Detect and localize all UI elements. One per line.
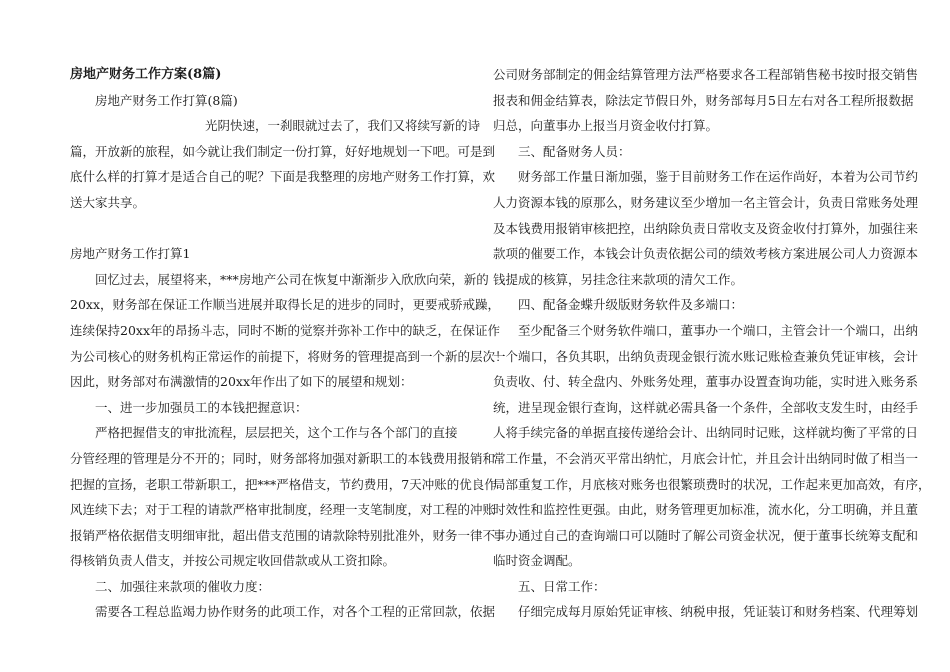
text-line: 人将手续完备的单据直接传递给会计、出纳同时记账，这样就均衡了平常的日 [493,425,919,441]
text-line: 一个端口，各负其职，出纳负责现金银行流水账记账检查兼负凭证审核，会计 [493,348,919,364]
text-line: 二、加强往来款项的催收力度： [95,578,271,594]
text-line: 四、配备金蝶升级版财务软件及多端口： [518,297,744,313]
text-line: 归总，向董事办上报当月资金收付打算。 [493,118,719,134]
text-line: 房地产财务工作打算(8篇) [95,92,238,108]
text-line: 及本钱费用报销审核把控，出纳除负责日常收支及资金收付打算外，加强往来 [493,220,919,236]
document-title: 房地产财务工作方案(8篇) [70,67,222,82]
text-line: 光阴快速，一刹眼就过去了，我们又将续写新的诗 [205,118,481,134]
text-line: 因此，财务部对布满激情的20xx年作出了如下的展望和规划： [70,374,413,390]
text-line: 房地产财务工作打算1 [70,246,191,262]
text-line: 财务部工作量日渐加强，鉴于目前财务工作在运作尚好，本着为公司节约 [518,169,919,185]
text-line: 负责收、付、转全盘内、外账务处理，董事办设置查询功能，实时进入账务系 [493,374,919,390]
text-line: 钱提成的核算，另挂念往来款项的清欠工作。 [493,271,744,287]
text-line: 人力资源本钱的原那么，财务建议至少增加一名主管会计，负责日常账务处理 [493,194,919,210]
text-line: 三、配备财务人员： [518,143,631,159]
text-line: 连续保持20xx年的昂扬斗志，同时不断的觉察并弥补工作中的缺乏，在保证作 [70,322,501,338]
text-line: 为公司核心的财务机构正常运作的前提下，将财务的管理提高到一个新的层次！ [70,348,508,364]
text-line: 公司财务部制定的佣金结算管理方法严格要求各工程部销售秘书按时报交销售 [493,67,919,82]
text-line: 回忆过去，展望将来，***房地产公司在恢复中渐渐步入欣欣向荣，新的 [95,271,489,287]
text-line: 20xx，财务部在保证工作顺当进展并取得长足的进步的同时，更要戒骄戒躁， [70,297,501,313]
text-line: 报销严格依据借支明细审批，超出借支范围的请款除特别批准外，财务一律不 [70,527,496,543]
text-line: 需要各工程总监竭力协作财务的此项工作，对各个工程的正常回款，依据 [95,604,496,620]
text-line: 统，进呈现金银行查询，这样就必需具备一个条件，全部收支发生时，由经手 [493,399,919,415]
text-line: 报表和佣金结算表，除法定节假日外，财务部每月5日左右对各工程所报数据 [493,92,914,108]
text-line: 分管经理的管理是分不开的；同时，财务部将加强对新职工的本钱费用报销和 [70,450,496,466]
text-line: 款项的催要工作，本钱会计负责依据公司的绩效考核方案进展公司人力资源本 [493,246,919,262]
text-line: 一、进一步加强员工的本钱把握意识： [95,399,308,415]
text-line: 把握的宣扬，老职工带新职工，把***严格借支，节约费用，7天冲账的优良作 [70,476,497,492]
text-line: 时效性和监控性更强。由此，财务管理更加标准，流水化，分工明确，并且董 [493,502,919,518]
text-line: 篇，开放新的旅程，如今就让我们制定一份打算，好好地规划一下吧。可是到 [70,143,496,159]
text-line: 至少配备三个财务软件端口，董事办一个端口，主管会计一个端口，出纳 [518,322,919,338]
text-line: 底什么样的打算才是适合自己的呢？下面是我整理的房地产财务工作打算，欢 [70,169,496,185]
left-column [70,62,508,625]
right-column [493,62,931,625]
text-line: 事办通过自己的查询端口可以随时了解公司资金状况，便于董事长统筹支配和 [493,527,919,543]
text-line: 五、日常工作： [518,578,606,594]
text-line: 临时资金调配。 [493,553,581,569]
text-line: 局部重复工作，月底核对账务也很繁琐费时的状况，工作起来更加高效，有序， [493,476,931,492]
text-line: 送大家共享。 [70,194,146,210]
text-line: 风连续下去；对于工程的请款严格审批制度，经理一支笔制度，对工程的冲账 [70,502,496,518]
blank-line [70,216,460,242]
text-line: 得核销负责人借支，并按公司规定收回借款或从工资扣除。 [70,553,396,569]
text-line: 严格把握借支的审批流程，层层把关，这个工作与各个部门的直接 [95,425,458,441]
text-line: 仔细完成每月原始凭证审核、纳税申报，凭证装订和财务档案、代理筹划 [518,604,919,620]
text-line: 常工作量，不会消灭平常出纳忙，月底会计忙，并且会计出纳同时做了相当一 [493,450,919,466]
